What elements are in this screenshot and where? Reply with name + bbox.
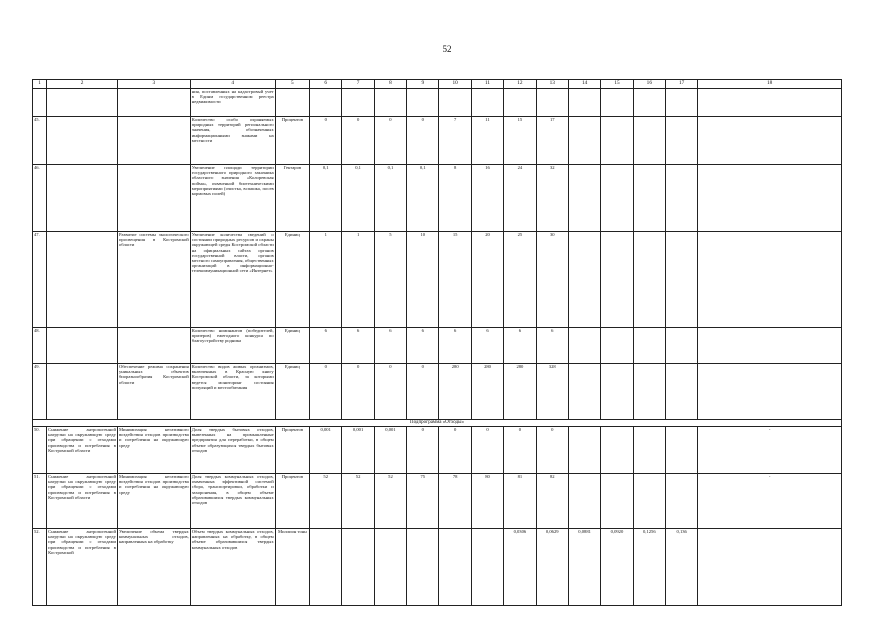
goal-cell: Снижение антропогенной нагрузки на окружающую среду при обращении с отходами производства и потребления в Костромской области (47, 474, 118, 529)
value-cell (374, 89, 406, 117)
value-cell: 0,001 (310, 427, 342, 474)
value-cell: 20 (471, 232, 503, 328)
value-cell: 10 (407, 232, 439, 328)
value-cell: 0 (471, 427, 503, 474)
value-cell: 8 (439, 165, 471, 232)
value-cell: 0 (536, 427, 568, 474)
value-cell: 15 (439, 232, 471, 328)
table-row (33, 427, 842, 474)
table-row (33, 89, 842, 117)
value-cell: 1 (342, 232, 374, 328)
value-cell (633, 427, 665, 474)
indicator-cell: Увеличение количества сведений о состоянии природных ресурсов и охраны окружающей среды Костромской области на официальных сайтах органов государственной власти, органов местного самоуправления, общественных организаций в информационно-телекоммуникационной сети «Интернет» (190, 232, 275, 328)
value-cell (439, 89, 471, 117)
value-cell (568, 364, 600, 420)
row-number-cell: 48. (33, 328, 47, 364)
value-cell: 11 (471, 117, 503, 165)
value-cell: 0,0881 (568, 529, 600, 606)
unit-cell: Процентов (275, 427, 309, 474)
value-cell (568, 165, 600, 232)
value-cell: 6 (310, 328, 342, 364)
value-cell (374, 529, 406, 606)
value-cell: 0,001 (342, 427, 374, 474)
value-cell: 280 (471, 364, 503, 420)
row-number-cell: 46. (33, 165, 47, 232)
column-number-cell: 3 (117, 80, 190, 89)
task-cell: Минимизация негативного воздействия отходов производства и потребления на окружающую среду (117, 474, 190, 529)
value-cell: 1 (310, 232, 342, 328)
task-cell: Развитие системы экологического просвещения в Костромской области (117, 232, 190, 328)
value-cell: 6 (504, 328, 536, 364)
value-cell: 0,1 (342, 165, 374, 232)
value-cell: 0 (374, 364, 406, 420)
indicators-table (32, 79, 842, 606)
value-cell (633, 232, 665, 328)
indicator-cell: Доля твердых бытовых отходов, вывезенных на промышленные предприятия для переработки, в общем объеме образующихся твердых бытовых отходов (190, 427, 275, 474)
task-cell (117, 117, 190, 165)
column-number-cell: 11 (471, 80, 503, 89)
value-cell (633, 117, 665, 165)
page-number: 52 (442, 44, 452, 54)
value-cell: 0 (342, 117, 374, 165)
column-number-cell: 13 (536, 80, 568, 89)
table-row (33, 328, 842, 364)
value-cell: 52 (374, 474, 406, 529)
column-number-cell: 16 (633, 80, 665, 89)
value-cell: 0 (342, 364, 374, 420)
value-cell: 6 (342, 328, 374, 364)
value-cell: 7 (439, 117, 471, 165)
value-cell (601, 89, 633, 117)
value-cell (633, 89, 665, 117)
column-number-cell: 8 (374, 80, 406, 89)
row-number-cell: 50. (33, 427, 47, 474)
column-number-cell: 18 (698, 80, 842, 89)
task-cell (117, 165, 190, 232)
value-cell (633, 474, 665, 529)
table-row (33, 529, 842, 606)
indicator-cell: ния, поставленных на кадастровый учет в Единм государственном реестра недвижимости (190, 89, 275, 117)
value-cell: 6 (439, 328, 471, 364)
value-cell: 24 (504, 165, 536, 232)
value-cell: 328 (536, 364, 568, 420)
column-number-cell: 15 (601, 80, 633, 89)
value-cell: 80 (471, 474, 503, 529)
column-number-cell: 14 (568, 80, 600, 89)
value-cell (310, 89, 342, 117)
value-cell: 52 (310, 474, 342, 529)
note-cell (698, 165, 842, 232)
value-cell: 0,0629 (536, 529, 568, 606)
value-cell: 280 (504, 364, 536, 420)
value-cell (666, 232, 698, 328)
value-cell: 0 (407, 364, 439, 420)
value-cell: 0 (310, 117, 342, 165)
value-cell (666, 117, 698, 165)
table-row (33, 165, 842, 232)
value-cell: 6 (374, 328, 406, 364)
subprogram-row (33, 420, 842, 427)
value-cell: 0 (504, 427, 536, 474)
column-number-cell: 6 (310, 80, 342, 89)
goal-cell: Снижение антропогенной нагрузки на окружающую среду при обращении с отходами производства и потребления в Костромской области (47, 427, 118, 474)
unit-cell: Единиц (275, 232, 309, 328)
column-number-cell: 10 (439, 80, 471, 89)
value-cell (666, 474, 698, 529)
value-cell: 0,1256 (633, 529, 665, 606)
task-cell (117, 328, 190, 364)
indicator-cell: Количество особо охраняемых природных территорий регионального значения, обозначенных информационными знаками на местности (190, 117, 275, 165)
value-cell (601, 364, 633, 420)
value-cell (407, 529, 439, 606)
column-number-cell: 4 (190, 80, 275, 89)
value-cell: 52 (342, 474, 374, 529)
note-cell (698, 232, 842, 328)
value-cell: 0,1 (374, 165, 406, 232)
goal-cell (47, 328, 118, 364)
table-row (33, 364, 842, 420)
value-cell: 81 (504, 474, 536, 529)
value-cell: 0 (374, 117, 406, 165)
value-cell: 0 (439, 427, 471, 474)
task-cell: Обеспечение режима сохранения уникальных объектов биоразнообразия Костромской области (117, 364, 190, 420)
table-row (33, 117, 842, 165)
value-cell: 78 (439, 474, 471, 529)
value-cell (601, 232, 633, 328)
column-number-cell: 7 (342, 80, 374, 89)
value-cell (666, 89, 698, 117)
goal-cell (47, 364, 118, 420)
row-number-cell: 45. (33, 117, 47, 165)
value-cell: 0,1 (407, 165, 439, 232)
note-cell: - (698, 474, 842, 529)
value-cell: 0,0306 (504, 529, 536, 606)
value-cell (568, 117, 600, 165)
unit-cell: Единиц (275, 328, 309, 364)
value-cell (342, 89, 374, 117)
unit-cell: Процентов (275, 117, 309, 165)
unit-cell: Миллион тонн (275, 529, 309, 606)
value-cell: 0 (310, 364, 342, 420)
unit-cell (275, 89, 309, 117)
value-cell (601, 117, 633, 165)
column-number-cell: 1 (33, 80, 47, 89)
value-cell (601, 165, 633, 232)
value-cell (633, 165, 665, 232)
value-cell (407, 89, 439, 117)
indicator-cell: Увеличение площади территории государственного природного заказника областного значения «Колоревская пойма», охваченной биотехническими мероприятиями (очистка, вспашка, посев кормовых полей) (190, 165, 275, 232)
goal-cell (47, 117, 118, 165)
value-cell (601, 328, 633, 364)
table-row (33, 232, 842, 328)
value-cell: 0 (407, 427, 439, 474)
note-cell (698, 364, 842, 420)
value-cell (568, 427, 600, 474)
value-cell (666, 328, 698, 364)
value-cell: 0,0920 (601, 529, 633, 606)
value-cell: 17 (536, 117, 568, 165)
value-cell: 0 (407, 117, 439, 165)
note-cell (698, 328, 842, 364)
goal-cell: Снижение антропогенной нагрузки на окружающую среду при обращении с отходами производства и потребления в Костромской (47, 529, 118, 606)
value-cell: 280 (439, 364, 471, 420)
indicator-cell: Объем твердых коммунальных отходов, направленных на обработку, в общем объеме образовавшихся твердых коммунальных отходов (190, 529, 275, 606)
value-cell (633, 328, 665, 364)
value-cell (568, 474, 600, 529)
value-cell (601, 427, 633, 474)
value-cell (568, 328, 600, 364)
row-number-cell (33, 89, 47, 117)
note-cell: - (698, 427, 842, 474)
indicator-cell: Количество видов живых организмов, включенных в Красную книгу Костромской области, за которыми ведется мониторинг состояния популяций и местообитания (190, 364, 275, 420)
value-cell: 32 (536, 165, 568, 232)
value-cell (666, 427, 698, 474)
value-cell: 0,136 (666, 529, 698, 606)
value-cell (601, 474, 633, 529)
table-row (33, 474, 842, 529)
value-cell: 0,001 (374, 427, 406, 474)
value-cell: 6 (536, 328, 568, 364)
value-cell: 0,1 (310, 165, 342, 232)
value-cell: 6 (471, 328, 503, 364)
column-number-cell: 12 (504, 80, 536, 89)
value-cell: 16 (471, 165, 503, 232)
row-number-cell: 47. (33, 232, 47, 328)
row-number-cell: 52. (33, 529, 47, 606)
task-cell: Увеличение объема твердых коммунальных отходов, направленных на обработку (117, 529, 190, 606)
value-cell (666, 165, 698, 232)
column-number-cell: 2 (47, 80, 118, 89)
goal-cell (47, 89, 118, 117)
indicator-cell: Доля твердых коммунальных отходов, охваченных эффективной системой сбора, транспортировки, обработки и захоронения, в общем объеме образовавшихся твердых коммунальных отходов (190, 474, 275, 529)
goal-cell (47, 232, 118, 328)
unit-cell: Процентов (275, 474, 309, 529)
value-cell (568, 89, 600, 117)
value-cell (504, 89, 536, 117)
subprogram-title: Подпрограмма «Отходы» (33, 420, 842, 427)
value-cell (536, 89, 568, 117)
value-cell: 5 (374, 232, 406, 328)
indicator-cell: Количество номинантов (победителей, призеров) ежегодного конкурса по благоустройству родника (190, 328, 275, 364)
value-cell: 25 (504, 232, 536, 328)
column-number-cell: 17 (666, 80, 698, 89)
value-cell: 15 (504, 117, 536, 165)
value-cell (633, 364, 665, 420)
task-cell: Минимизация негативного воздействия отходов производства и потребления на окружающую среду (117, 427, 190, 474)
row-number-cell: 49. (33, 364, 47, 420)
unit-cell: Единиц (275, 364, 309, 420)
note-cell (698, 529, 842, 606)
column-number-cell: 5 (275, 80, 309, 89)
value-cell (439, 529, 471, 606)
value-cell (666, 364, 698, 420)
note-cell (698, 89, 842, 117)
unit-cell: Гектаров (275, 165, 309, 232)
value-cell: 82 (536, 474, 568, 529)
column-number-row (33, 80, 842, 89)
value-cell (471, 89, 503, 117)
goal-cell (47, 165, 118, 232)
column-number-cell: 9 (407, 80, 439, 89)
note-cell (698, 117, 842, 165)
value-cell: 75 (407, 474, 439, 529)
value-cell (310, 529, 342, 606)
row-number-cell: 51. (33, 474, 47, 529)
value-cell (342, 529, 374, 606)
value-cell: 6 (407, 328, 439, 364)
value-cell (568, 232, 600, 328)
value-cell (471, 529, 503, 606)
value-cell: 30 (536, 232, 568, 328)
task-cell (117, 89, 190, 117)
